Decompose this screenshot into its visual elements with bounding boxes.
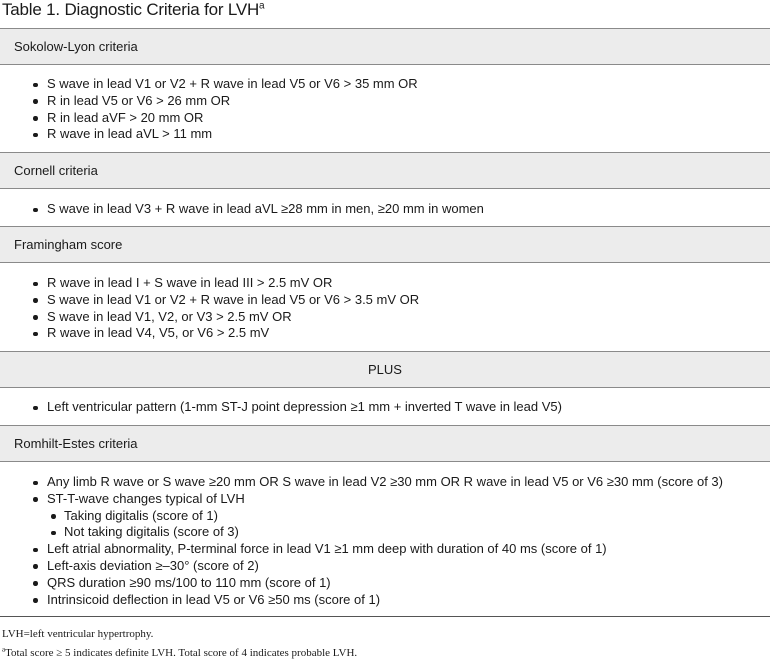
list-item: QRS duration ≥90 ms/100 to 110 mm (score of 1)	[0, 575, 723, 592]
plus-list	[0, 399, 562, 416]
list-item: S wave in lead V1 or V2 + R wave in lead V5 or V6 > 35 mm OR	[0, 76, 418, 93]
list-item: ST-T-wave changes typical of LVH	[0, 491, 723, 508]
table-bottom-rule	[0, 616, 770, 617]
list-item: R wave in lead aVL > 11 mm	[0, 126, 418, 143]
sokolow-lyon-heading: Sokolow-Lyon criteria	[14, 39, 138, 54]
section-header-band	[0, 153, 770, 188]
list-item: S wave in lead V1, V2, or V3 > 2.5 mV OR	[0, 309, 419, 326]
abbreviation-footnote: LVH=left ventricular hypertrophy.	[2, 628, 154, 640]
list-item: Left-axis deviation ≥–30° (score of 2)	[0, 558, 723, 575]
list-item: Left ventricular pattern (1-mm ST-J point depression ≥1 mm + inverted T wave in lead V5)	[0, 399, 562, 416]
framingham-heading: Framingham score	[14, 237, 123, 252]
sub-list-item: Not taking digitalis (score of 3)	[0, 524, 723, 541]
list-item: S wave in lead V1 or V2 + R wave in lead V5 or V6 > 3.5 mV OR	[0, 292, 419, 309]
sokolow-lyon-list	[0, 76, 418, 143]
list-item: S wave in lead V3 + R wave in lead aVL ≥28 mm in men, ≥20 mm in women	[0, 201, 484, 218]
list-item: R wave in lead I + S wave in lead III > 2.5 mV OR	[0, 275, 419, 292]
plus-heading: PLUS	[368, 362, 402, 377]
section-divider	[0, 461, 770, 462]
list-item: Left atrial abnormality, P-terminal force in lead V1 ≥1 mm deep with duration of 40 ms (score of 1)	[0, 541, 723, 558]
cornell-list	[0, 201, 484, 218]
section-divider	[0, 64, 770, 65]
framingham-list	[0, 275, 419, 342]
list-item: R wave in lead V4, V5, or V6 > 2.5 mV	[0, 325, 419, 342]
section-divider	[0, 188, 770, 189]
list-item: Intrinsicoid deflection in lead V5 or V6 ≥50 ms (score of 1)	[0, 592, 723, 609]
score-footnote: $^a$Total score ≥ 5 indicates definite LVH. Total score of 4 indicates probable LVH.	[2, 645, 358, 659]
list-item: R in lead aVF > 20 mm OR	[0, 110, 418, 127]
section-divider	[0, 262, 770, 263]
list-item: Any limb R wave or S wave ≥20 mm OR S wave in lead V2 ≥30 mm OR R wave in lead V5 or V6 ≥30 mm (score of 3)	[0, 474, 723, 491]
sub-list-item: Taking digitalis (score of 1)	[0, 508, 723, 525]
title-footnote-marker: a	[259, 0, 265, 12]
table-title: Table 1. Diagnostic Criteria for LVH$^a$	[2, 0, 265, 19]
romhilt-estes-heading: Romhilt-Estes criteria	[14, 436, 138, 451]
list-item: R in lead V5 or V6 > 26 mm OR	[0, 93, 418, 110]
romhilt-estes-list	[0, 474, 723, 608]
cornell-heading: Cornell criteria	[14, 163, 98, 178]
section-divider	[0, 387, 770, 388]
footnote-marker: a	[2, 645, 6, 654]
